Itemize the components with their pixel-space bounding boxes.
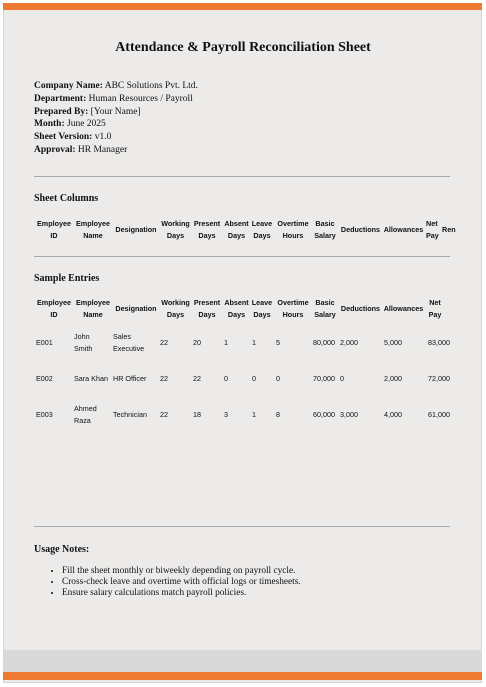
col-header-employee-name: Employee Name xyxy=(76,298,110,319)
col-header-employee-name: Employee Name xyxy=(76,219,110,240)
cell-leave-days: 1 xyxy=(252,337,256,347)
col-header-absent-days: Absent Days xyxy=(224,298,249,319)
col-header-leave-days: Leave Days xyxy=(251,219,273,240)
meta-month: Month: June 2025 xyxy=(34,119,106,130)
table-row xyxy=(34,367,464,391)
usage-note: • Fill the sheet monthly or biweekly depending on payroll cycle. xyxy=(62,566,301,577)
col-header-working-days: Working Days xyxy=(161,298,190,319)
cell-designation: Technician xyxy=(113,409,147,419)
sample-entries-table xyxy=(34,297,464,427)
sample-entries-heading: Sample Entries xyxy=(34,273,100,284)
col-header-overtime-hours: Overtime Hours xyxy=(277,219,309,240)
document-title: Attendance & Payroll Reconciliation Sheet xyxy=(115,40,371,55)
cell-employee-name: Ahmed Raza xyxy=(74,404,97,425)
col-header-present-days: Present Days xyxy=(193,298,221,319)
meta-prepared-by: Prepared By: [Your Name] xyxy=(34,106,141,117)
cell-absent-days: 1 xyxy=(224,337,228,347)
col-header-working-days: Working Days xyxy=(161,219,190,240)
top-accent-bar xyxy=(3,3,482,10)
cell-leave-days: 0 xyxy=(252,373,256,383)
usage-note: • Cross-check leave and overtime with official logs or timesheets. xyxy=(62,577,301,588)
cell-overtime-hours: 0 xyxy=(276,373,280,383)
cell-employee-id: E002 xyxy=(36,373,53,383)
col-header-allowances: Allowances xyxy=(383,303,424,313)
cell-employee-name: Sara Khan xyxy=(74,373,108,383)
col-header-present-days: Present Days xyxy=(193,219,221,240)
cell-working-days: 22 xyxy=(160,373,168,383)
cell-designation: Sales Executive xyxy=(113,332,145,353)
sheet-columns-header xyxy=(34,218,464,242)
meta-department: Department: Human Resources / Payroll xyxy=(34,93,193,104)
col-header-overtime-hours: Overtime Hours xyxy=(277,298,309,319)
cell-deductions: 3,000 xyxy=(340,409,358,419)
usage-notes-heading: Usage Notes: xyxy=(34,544,90,555)
sheet-columns-heading: Sheet Columns xyxy=(34,193,99,204)
cell-basic-salary: 60,000 xyxy=(313,409,335,419)
divider xyxy=(34,256,450,257)
cell-working-days: 22 xyxy=(160,337,168,347)
cell-leave-days: 1 xyxy=(252,409,256,419)
col-header-deductions: Deductions xyxy=(340,224,381,234)
cell-overtime-hours: 5 xyxy=(276,337,280,347)
bottom-accent-bar xyxy=(3,672,482,680)
cell-basic-salary: 70,000 xyxy=(313,373,335,383)
col-header-designation: Designation xyxy=(115,303,157,313)
col-header-leave-days: Leave Days xyxy=(251,298,273,319)
cell-present-days: 18 xyxy=(193,409,201,419)
meta-version: Sheet Version: v1.0 xyxy=(34,132,112,143)
col-header-absent-days: Absent Days xyxy=(224,219,249,240)
usage-note: • Ensure salary calculations match payroll policies. xyxy=(62,588,301,599)
divider xyxy=(34,176,450,177)
col-header-basic-salary: Basic Salary xyxy=(314,298,336,319)
cell-allowances: 2,000 xyxy=(384,373,402,383)
table-row xyxy=(34,403,464,427)
table-row xyxy=(34,331,464,355)
meta-block xyxy=(34,80,198,157)
cell-deductions: 0 xyxy=(340,373,344,383)
cell-allowances: 5,000 xyxy=(384,337,402,347)
meta-company: Company Name: ABC Solutions Pvt. Ltd. xyxy=(34,81,198,91)
cell-allowances: 4,000 xyxy=(384,409,402,419)
cell-employee-name: John Smith xyxy=(74,332,93,353)
cell-absent-days: 0 xyxy=(224,373,228,383)
col-header-deductions: Deductions xyxy=(340,303,381,313)
cell-overtime-hours: 8 xyxy=(276,409,280,419)
col-header-net-pay: Net Pay xyxy=(426,219,439,240)
col-header-employee-id: Employee ID xyxy=(37,298,71,319)
cell-net-pay: 83,000 xyxy=(428,337,450,347)
cell-absent-days: 3 xyxy=(224,409,228,419)
cell-employee-id: E001 xyxy=(36,337,53,347)
footer-band xyxy=(3,650,482,672)
usage-notes-list xyxy=(50,566,301,599)
cell-present-days: 20 xyxy=(193,337,201,347)
cell-present-days: 22 xyxy=(193,373,201,383)
col-header-employee-id: Employee ID xyxy=(37,219,71,240)
col-header-net-pay: Net Pay xyxy=(428,298,442,319)
cell-deductions: 2,000 xyxy=(340,337,358,347)
divider xyxy=(34,526,450,527)
cell-net-pay: 72,000 xyxy=(428,373,450,383)
cell-net-pay: 61,000 xyxy=(428,409,450,419)
col-header-designation: Designation xyxy=(115,224,157,234)
col-header-basic-salary: Basic Salary xyxy=(314,219,336,240)
cell-designation: HR Officer xyxy=(113,373,147,383)
cell-employee-id: E003 xyxy=(36,409,53,419)
col-header-ren: Ren xyxy=(442,224,456,234)
col-header-allowances: Allowances xyxy=(383,224,424,234)
cell-basic-salary: 80,000 xyxy=(313,337,335,347)
meta-approval: Approval: HR Manager xyxy=(34,144,128,155)
cell-working-days: 22 xyxy=(160,409,168,419)
